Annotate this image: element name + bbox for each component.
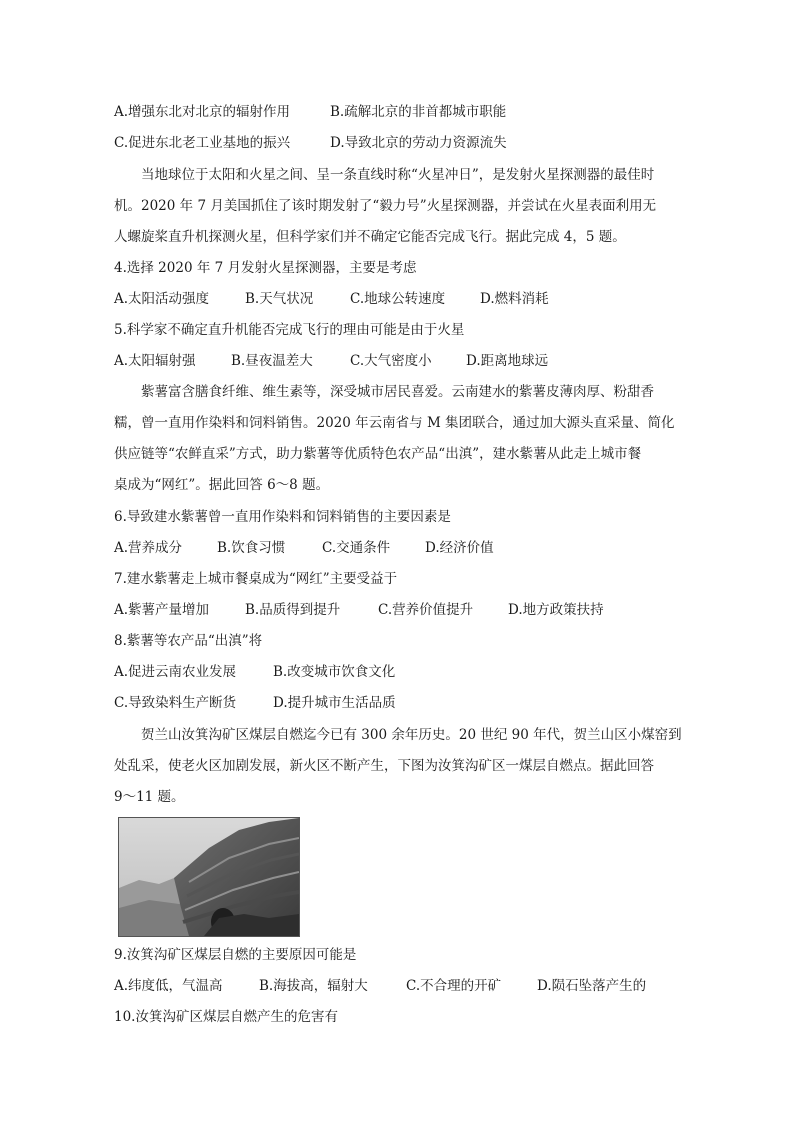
q9-option-c: C.不合理的开矿 [406,978,502,994]
q6-option-d: D.经济价值 [425,540,494,556]
q8-option-b: B.改变城市饮食文化 [273,664,396,680]
q5-option-c: C.大气密度小 [350,353,432,369]
q3-option-a: A.增强东北对北京的辐射作用 [114,104,291,120]
q8-option-c: C.导致染料生产断货 [114,695,237,711]
q6-stem: 6.导致建水紫薯曾一直用作染料和饲料销售的主要因素是 [114,509,451,525]
passage-purple-line-4: 桌成为“网红”。据此回答 6～8 题。 [114,477,330,493]
q3-option-b: B.疏解北京的非首都城市职能 [330,104,507,120]
q6-option-c: C.交通条件 [322,540,391,556]
q9-option-d: D.陨石坠落产生的 [537,978,647,994]
q5-option-a: A.太阳辐射强 [114,353,196,369]
q5-stem: 5.科学家不确定直升机能否完成飞行的理由可能是由于火星 [114,322,465,338]
q10-stem: 10.汝箕沟矿区煤层自燃产生的危害有 [114,1009,338,1025]
q5-option-d: D.距离地球远 [466,353,549,369]
q8-stem: 8.紫薯等农产品“出滇”将 [114,633,263,649]
passage-mars-line-2: 机。2020 年 7 月美国抓住了该时期发射了“毅力号”火星探测器，并尝试在火星表面利用无 [114,198,657,214]
passage-mars-line-1: 当地球位于太阳和火星之间、呈一条直线时称“火星冲日”，是发射火星探测器的最佳时 [141,167,655,183]
q4-option-c: C.地球公转速度 [350,291,446,307]
passage-coal-line-3: 9～11 题。 [114,789,185,805]
passage-purple-line-3: 供应链等“农鲜直采”方式，助力紫薯等优质特色农产品“出滇”，建水紫薯从此走上城市餐 [114,446,642,462]
passage-coal-line-2: 处乱采，使老火区加剧发展，新火区不断产生，下图为汝箕沟矿区一煤层自燃点。据此回答 [114,758,654,774]
passage-purple-line-1: 紫薯富含膳食纤维、维生素等，深受城市居民喜爱。云南建水的紫薯皮薄肉厚、粉甜香 [141,384,654,400]
q5-option-b: B.昼夜温差大 [231,353,313,369]
q9-option-a: A.纬度低，气温高 [114,978,223,994]
q7-option-c: C.营养价值提升 [378,602,474,618]
q6-option-a: A.营养成分 [114,540,183,556]
q4-option-a: A.太阳活动强度 [114,291,210,307]
q4-option-b: B.天气状况 [245,291,314,307]
q4-option-d: D.燃料消耗 [480,291,549,307]
q4-stem: 4.选择 2020 年 7 月发射火星探测器，主要是考虑 [114,260,417,276]
q7-option-b: B.品质得到提升 [245,602,341,618]
passage-purple-line-2: 糯，曾一直用作染料和饲料销售。2020 年云南省与 M 集团联合，通过加大源头直采量、简化 [114,415,675,431]
q8-option-d: D.提升城市生活品质 [273,695,396,711]
q8-option-a: A.促进云南农业发展 [114,664,237,680]
q7-stem: 7.建水紫薯走上城市餐桌成为“网红”主要受益于 [114,571,398,587]
q9-option-b: B.海拔高，辐射大 [259,978,368,994]
q3-option-c: C.促进东北老工业基地的振兴 [114,135,291,151]
q7-option-d: D.地方政策扶持 [508,602,604,618]
q6-option-b: B.饮食习惯 [217,540,286,556]
q7-option-a: A.紫薯产量增加 [114,602,210,618]
passage-mars-line-3: 人螺旋桨直升机探测火星，但科学家们并不确定它能否完成飞行。据此完成 4，5 题。 [114,229,626,245]
q9-stem: 9.汝箕沟矿区煤层自燃的主要原因可能是 [114,947,357,963]
passage-coal-line-1: 贺兰山汝箕沟矿区煤层自燃迄今已有 300 余年历史。20 世纪 90 年代，贺兰山区小煤窑到 [141,727,682,743]
q3-option-d: D.导致北京的劳动力资源流失 [330,135,507,151]
coal-seam-photo [118,817,300,937]
